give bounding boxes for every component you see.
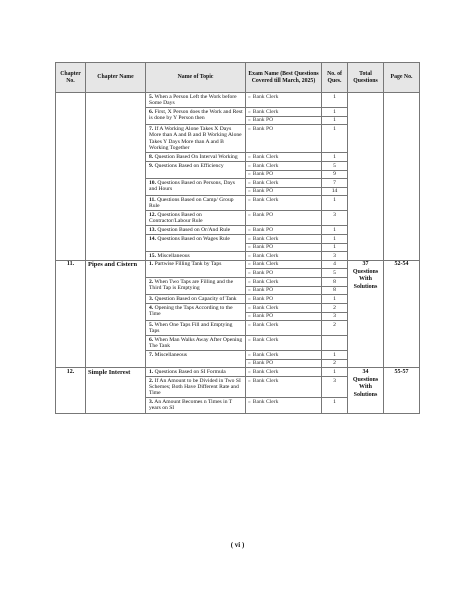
question-count: 2 xyxy=(322,303,348,312)
table-body xyxy=(56,93,420,413)
exam-cell xyxy=(246,108,322,117)
exam-cell xyxy=(246,278,322,287)
bullet-icon: » xyxy=(248,304,251,311)
topic-title: Questions Based on Persons, Days and Hours xyxy=(149,179,235,193)
question-count: 4 xyxy=(322,260,348,269)
topic-number: 5. xyxy=(149,321,154,328)
header-topic: Name of Topic xyxy=(146,63,246,93)
topic-number: 11. xyxy=(149,196,156,203)
table-row xyxy=(56,368,420,377)
exam-cell xyxy=(246,295,322,304)
bullet-icon: » xyxy=(248,126,251,133)
exam-cell xyxy=(246,351,322,360)
exam-cell xyxy=(246,196,322,211)
topic-number: 15. xyxy=(149,252,156,259)
bullet-icon: » xyxy=(248,117,251,124)
header-total: Total Questions xyxy=(348,63,384,93)
topic-title: Questions Based on Efficiency xyxy=(154,162,224,169)
bullet-icon: » xyxy=(248,287,251,294)
bullet-icon: » xyxy=(248,336,251,343)
bullet-icon: » xyxy=(248,313,251,320)
header-num-ques: No. of Ques. xyxy=(322,63,348,93)
bullet-icon: » xyxy=(248,188,251,195)
exam-name: Bank Clerk xyxy=(252,278,279,285)
exam-name: Bank PO xyxy=(252,244,274,251)
page-number xyxy=(384,93,420,261)
topic-cell xyxy=(146,196,246,211)
topic-cell xyxy=(146,351,246,368)
topic-cell xyxy=(146,398,246,413)
table-row xyxy=(56,93,420,108)
bullet-icon: » xyxy=(248,295,251,302)
bullet-icon: » xyxy=(248,196,251,203)
bullet-icon: » xyxy=(248,153,251,160)
topic-title: If A Working Alone Takes X Days More than A and B and B Working Alone Takes Y Days More than A and B Working Together xyxy=(149,126,242,152)
chapter-name: Simple Interest xyxy=(86,368,146,413)
exam-name: Bank Clerk xyxy=(252,399,279,406)
topic-number: 3. xyxy=(149,295,154,302)
topic-number: 8. xyxy=(149,153,154,160)
exam-name: Bank Clerk xyxy=(252,336,279,343)
exam-cell xyxy=(246,336,322,351)
topic-title: An Amount Becomes n Times in T years on SI xyxy=(149,399,233,412)
exam-name: Bank Clerk xyxy=(252,235,279,242)
question-count: 3 xyxy=(322,252,348,261)
header-exam: Exam Name (Best Questions Covered till March, 2025) xyxy=(246,63,322,93)
question-count: 1 xyxy=(322,295,348,304)
question-count xyxy=(322,336,348,351)
question-count: 1 xyxy=(322,125,348,153)
chapter-name: Pipes and Cistern xyxy=(86,260,146,368)
chapter-number: 11. xyxy=(56,260,86,368)
topic-cell xyxy=(146,260,246,277)
topic-number: 9. xyxy=(149,162,154,169)
exam-name: Bank PO xyxy=(252,171,274,178)
topic-number: 1. xyxy=(149,261,154,268)
question-count: 2 xyxy=(322,359,348,368)
topic-title: Questions Based on Contractor/Labour Rule xyxy=(149,211,203,225)
exam-cell xyxy=(246,269,322,278)
topic-title: When One Taps Fill and Emptying Taps xyxy=(149,321,233,335)
topic-title: Miscellaneous xyxy=(157,252,190,259)
topic-title: Opening the Taps According to the Time xyxy=(149,304,233,317)
bullet-icon: » xyxy=(248,227,251,234)
exam-name: Bank PO xyxy=(252,211,274,218)
question-count: 1 xyxy=(322,351,348,360)
exam-name: Bank PO xyxy=(252,360,274,367)
exam-cell xyxy=(246,179,322,188)
topic-number: 3. xyxy=(149,399,154,406)
topic-number: 4. xyxy=(149,304,154,311)
topic-number: 6. xyxy=(149,336,154,343)
exam-cell xyxy=(246,252,322,261)
page-footer: ( vi ) xyxy=(230,541,245,549)
question-count: 3 xyxy=(322,377,348,398)
question-count: 1 xyxy=(322,116,348,125)
exam-cell xyxy=(246,170,322,179)
topic-title: Miscellaneous xyxy=(154,351,187,358)
header-chapter-no: Chapter No. xyxy=(56,63,86,93)
question-count: 7 xyxy=(322,179,348,188)
exam-cell xyxy=(246,211,322,226)
topic-number: 10. xyxy=(149,179,156,186)
question-count: 1 xyxy=(322,108,348,117)
exam-name: Bank Clerk xyxy=(252,377,279,384)
exam-name: Bank Clerk xyxy=(252,93,279,100)
topic-number: 14. xyxy=(149,235,156,242)
exam-cell xyxy=(246,226,322,235)
header-chapter-name: Chapter Name xyxy=(86,63,146,93)
header-row xyxy=(56,63,420,93)
exam-cell xyxy=(246,368,322,377)
bullet-icon: » xyxy=(248,360,251,367)
total-questions: 37 Questions With Solutions xyxy=(348,260,384,368)
topic-title: First, X Person does the Work and Rest is done by Y Person then xyxy=(149,108,243,122)
table-row xyxy=(56,260,420,269)
bullet-icon: » xyxy=(248,321,251,328)
bullet-icon: » xyxy=(248,108,251,115)
topic-cell xyxy=(146,211,246,226)
topic-number: 7. xyxy=(149,126,154,133)
exam-name: Bank Clerk xyxy=(252,369,279,375)
question-count: 8 xyxy=(322,278,348,287)
question-count: 8 xyxy=(322,286,348,295)
exam-cell xyxy=(246,359,322,368)
question-count: 1 xyxy=(322,153,348,162)
total-questions: 34 Questions With Solutions xyxy=(348,368,384,413)
topic-title: Questions Based on Wages Rule xyxy=(157,235,230,242)
exam-name: Bank Clerk xyxy=(252,321,279,328)
bullet-icon: » xyxy=(248,211,251,218)
bullet-icon: » xyxy=(248,261,251,268)
question-count: 1 xyxy=(322,235,348,244)
topic-number: 7. xyxy=(149,351,154,358)
bullet-icon: » xyxy=(248,179,251,186)
exam-cell xyxy=(246,321,322,336)
topic-title: Questions Based on Camp/ Group Rule xyxy=(149,196,234,210)
chapter-name xyxy=(86,93,146,261)
page-number: 52-54 xyxy=(384,260,420,368)
bullet-icon: » xyxy=(248,377,251,384)
exam-cell xyxy=(246,260,322,269)
question-count: 1 xyxy=(322,93,348,108)
topic-number: 6. xyxy=(149,108,154,115)
topic-cell xyxy=(146,125,246,153)
exam-name: Bank PO xyxy=(252,270,274,277)
question-count: 5 xyxy=(322,269,348,278)
page-number: 55-57 xyxy=(384,368,420,413)
header-page: Page No. xyxy=(384,63,420,93)
question-count: 3 xyxy=(322,211,348,226)
exam-name: Bank PO xyxy=(252,188,274,195)
topic-title: Partwise Filling Tank by Taps xyxy=(154,261,222,268)
bullet-icon: » xyxy=(248,399,251,406)
exam-name: Bank Clerk xyxy=(252,162,279,169)
topic-number: 2. xyxy=(149,377,154,384)
contents-table-container xyxy=(55,62,419,414)
exam-name: Bank PO xyxy=(252,295,274,302)
topic-cell xyxy=(146,303,246,320)
topic-title: When Two Taps are Filling and the Third Tap is Emptying xyxy=(149,278,234,292)
bullet-icon: » xyxy=(248,171,251,178)
exam-name: Bank Clerk xyxy=(252,153,279,160)
topic-title: When a Person Left the Work before Some Days xyxy=(149,93,237,107)
total-questions xyxy=(348,93,384,261)
exam-cell xyxy=(246,235,322,244)
exam-name: Bank Clerk xyxy=(252,179,279,186)
topic-cell xyxy=(146,93,246,108)
topic-cell xyxy=(146,368,246,377)
topic-cell xyxy=(146,108,246,125)
exam-name: Bank PO xyxy=(252,117,274,124)
question-count: 1 xyxy=(322,226,348,235)
exam-cell xyxy=(246,125,322,153)
bullet-icon: » xyxy=(248,93,251,100)
bullet-icon: » xyxy=(248,270,251,277)
question-count: 14 xyxy=(322,187,348,196)
question-count: 5 xyxy=(322,161,348,170)
exam-cell xyxy=(246,161,322,170)
exam-cell xyxy=(246,116,322,125)
exam-cell xyxy=(246,286,322,295)
question-count: 9 xyxy=(322,170,348,179)
bullet-icon: » xyxy=(248,369,251,375)
exam-cell xyxy=(246,93,322,108)
topic-title: Question Based on Capacity of Tank xyxy=(154,295,237,302)
question-count: 3 xyxy=(322,312,348,321)
topic-title: When Man Walks Away After Opening The Tank xyxy=(149,336,243,350)
exam-name: Bank Clerk xyxy=(252,261,279,268)
question-count: 2 xyxy=(322,321,348,336)
topic-cell xyxy=(146,161,246,178)
exam-name: Bank Clerk xyxy=(252,304,279,311)
exam-name: Bank Clerk xyxy=(252,108,279,115)
topic-cell xyxy=(146,295,246,304)
chapter-number: 12. xyxy=(56,368,86,413)
contents-table xyxy=(55,62,420,414)
exam-cell xyxy=(246,243,322,252)
topic-cell xyxy=(146,252,246,261)
bullet-icon: » xyxy=(248,278,251,285)
topic-title: Question Based on Or/And Rule xyxy=(157,227,231,234)
bullet-icon: » xyxy=(248,351,251,358)
topic-cell xyxy=(146,235,246,252)
exam-cell xyxy=(246,187,322,196)
exam-name: Bank Clerk xyxy=(252,351,279,358)
topic-number: 2. xyxy=(149,278,154,285)
exam-name: Bank Clerk xyxy=(252,252,279,259)
topic-cell xyxy=(146,153,246,162)
exam-name: Bank PO xyxy=(252,126,274,133)
topic-number: 5. xyxy=(149,93,154,100)
question-count: 1 xyxy=(322,243,348,252)
exam-cell xyxy=(246,377,322,398)
exam-cell xyxy=(246,312,322,321)
topic-cell xyxy=(146,179,246,196)
topic-cell xyxy=(146,226,246,235)
bullet-icon: » xyxy=(248,244,251,251)
bullet-icon: » xyxy=(248,162,251,169)
topic-title: Questions Based on SI Formula xyxy=(154,369,226,375)
topic-title: If An Amount to be Divided in Two SI Schemes; Both Have Different Rate and Time xyxy=(149,377,241,397)
question-count: 1 xyxy=(322,398,348,413)
topic-cell xyxy=(146,336,246,351)
bullet-icon: » xyxy=(248,235,251,242)
bullet-icon: » xyxy=(248,252,251,259)
exam-cell xyxy=(246,303,322,312)
topic-title: Question Based On Interval Working xyxy=(154,153,238,160)
topic-number: 13. xyxy=(149,227,156,234)
exam-cell xyxy=(246,398,322,413)
exam-cell xyxy=(246,153,322,162)
exam-name: Bank PO xyxy=(252,227,274,234)
question-count: 1 xyxy=(322,196,348,211)
exam-name: Bank Clerk xyxy=(252,196,279,203)
chapter-number xyxy=(56,93,86,261)
question-count: 1 xyxy=(322,368,348,377)
topic-number: 12. xyxy=(149,211,156,218)
topic-cell xyxy=(146,321,246,336)
exam-name: Bank PO xyxy=(252,313,274,320)
topic-cell xyxy=(146,377,246,398)
topic-number: 1. xyxy=(149,369,154,375)
exam-name: Bank PO xyxy=(252,287,274,294)
topic-cell xyxy=(146,278,246,295)
